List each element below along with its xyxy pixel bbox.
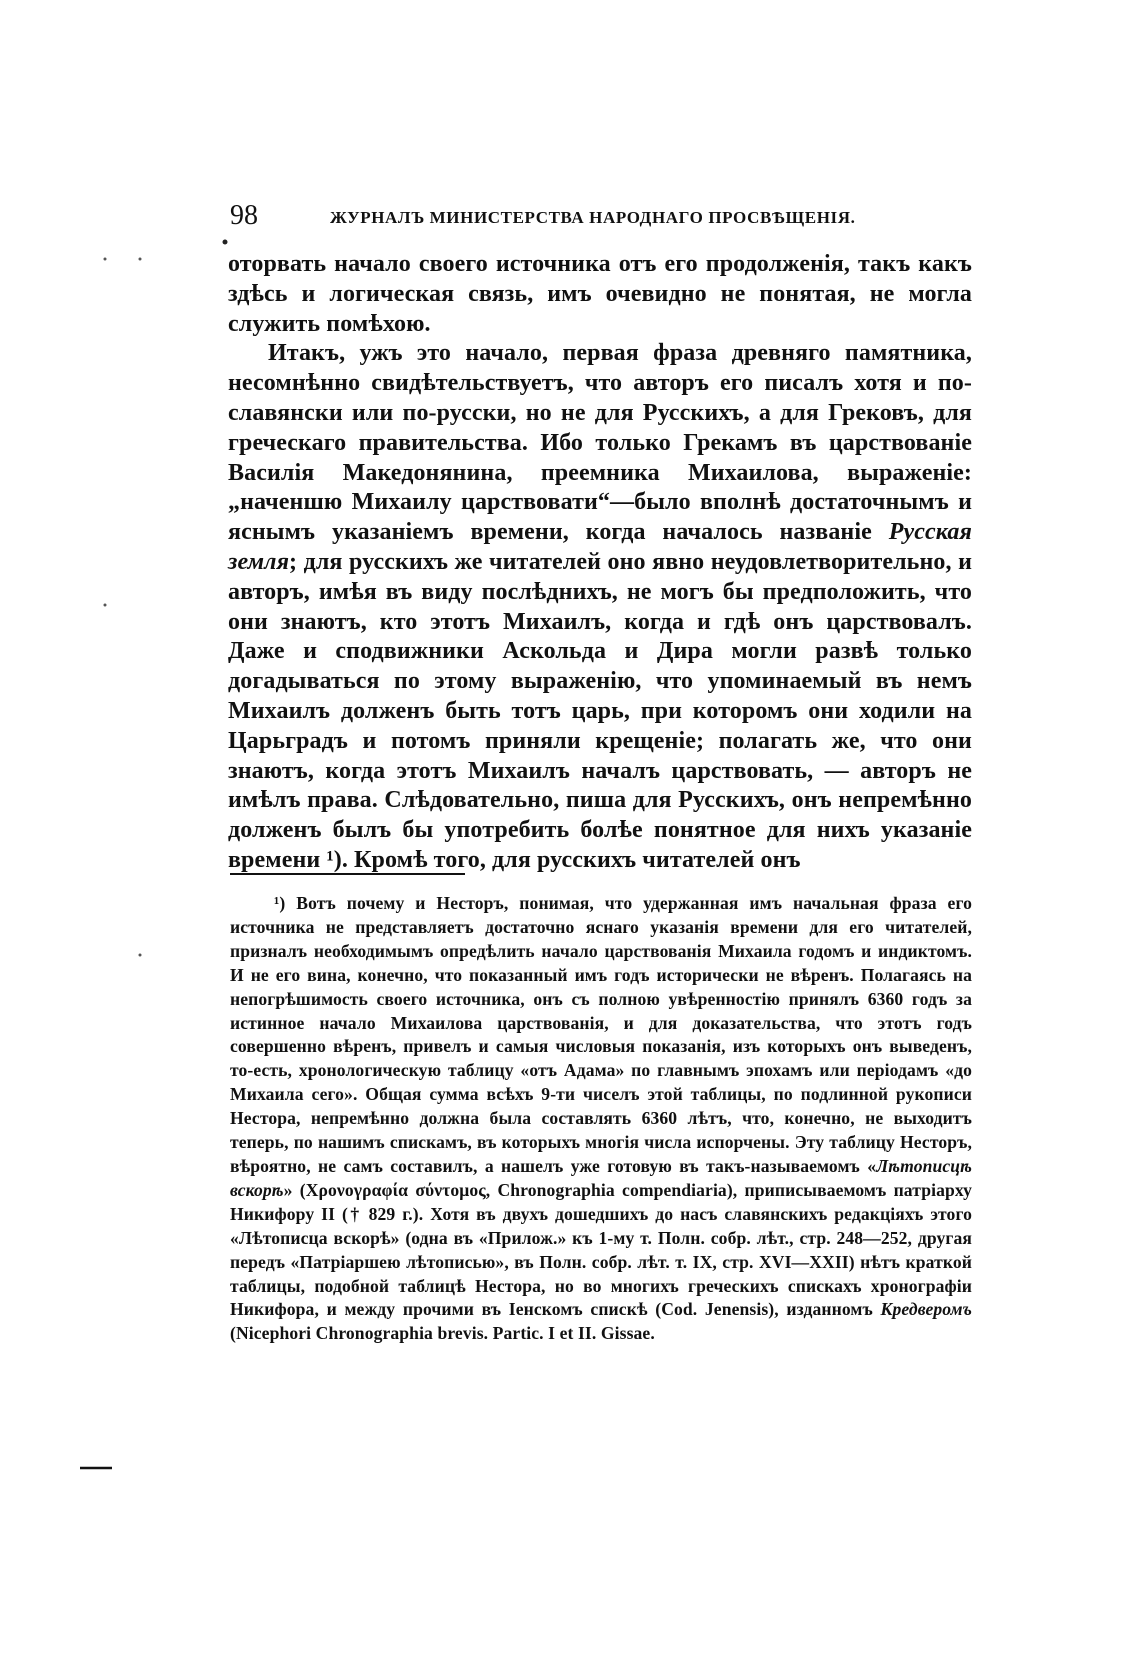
paragraph-2 [228,339,972,875]
scan-dot [104,258,107,261]
page-number: 98 [230,200,258,231]
paragraph-2-part-a: Итакъ, ужъ это начало, первая фраза древняго памятника, несомнѣнно свидѣтельствуетъ, что авторъ его писалъ хотя и по-славянски или по-русски, но не для Русскихъ, а для Грековъ, для греческаго правительства. Ибо только Грекамъ въ царствованіе Василія Македонянина, преемника Михаилова, выраженіе: „наченшю Михаилу царствовати“—было вполнѣ достаточнымъ и яснымъ указаніемъ времени, когда началось названіе [228,340,972,546]
running-title: ЖУРНАЛЪ МИНИСТЕРСТВА НАРОДНАГО ПРОСВѢЩЕНІЯ. [330,208,856,227]
scan-dot [139,258,142,261]
footnote-text-a: Вотъ почему и Несторъ, понимая, что удержанная имъ начальная фраза его источника не представляетъ достаточно яснаго указанія времени для его читателей, призналъ необходимымъ опредѣлить начало царствованія Михаила годомъ и индиктомъ. И не его вина, конечно, что показанный имъ годъ исторически не вѣренъ. Полагаясь на непогрѣшимость своего источника, онъ съ полною увѣренностію принялъ 6360 годъ за истинное начало Михаилова царствованія, и для доказательства, что этотъ годъ совершенно вѣренъ, привелъ и самыя числовыя показанія, изъ которыхъ онъ выведенъ, то-есть, хронологическую таблицу «отъ Адама» по главнымъ эпохамъ или періодамъ «до Михаила сего». Общая сумма всѣхъ 9-ти чиселъ этой таблицы, по подлинной рукописи Нестора, непремѣнно должна была составлять 6360 лѣтъ, что, конечно, не выходитъ теперь, по нашимъ спискамъ, въ которыхъ многія числа испорчены. Эту таблицу Несторъ, вѣроятно, не самъ составилъ, а нашелъ уже готовую въ такъ-называемомъ « [230,893,973,1176]
paragraph-1: оторвать начало своего источника отъ его продолженія, такъ какъ здѣсь и логическая связь, имъ очевидно не понятая, не могла служить помѣхою. [228,251,972,337]
scan-dot [139,954,142,957]
scan-dot [104,604,107,607]
footnote-paragraph [230,892,972,1346]
footnote-marker: ¹) [274,893,286,913]
footnote-text-c: (Nicephori Chronographia brevis. Partic. I et II. Gissae. [230,1323,655,1344]
footnote [230,892,972,1346]
footnote-separator [230,873,465,875]
paragraph-2-part-c: . Кромѣ того, для русскихъ читателей онъ [341,846,801,873]
footnote-text-b: » (Χρονογραφία σύντομος, Chronographia compendiaria), приписываемомъ патріарху Никифору II († 829 г.). Хотя въ двухъ дошедшихъ до насъ славянскихъ редакціяхъ этого «Лѣтописца вскорѣ» (одна въ «Прилож.» къ 1-му т. Полн. собр. лѣт., стр. 248—252, другая передъ «Патріаршею лѣтописью», въ Полн. собр. лѣт. т. IX, стр. XVI—XXII) нѣтъ краткой таблицы, подобной таблицѣ Нестора, но во многихъ греческихъ спискахъ хронографіи Никифора, и между прочими въ Іенскомъ спискѣ (Cod. Jenensis), изданномъ [230,1179,972,1320]
footnote-reference: ¹) [326,846,342,873]
scan-dot [223,240,228,245]
paragraph-2-part-b: ; для русскихъ же читателей оно явно неудовлетворительно, и авторъ, имѣя въ виду послѣднихъ, не могъ бы предположить, что они знаютъ, кто этотъ Михаилъ, когда и гдѣ онъ царствовалъ. Даже и сподвижники Аскольда и Дира могли развѣ только догадываться по этому выраженію, что упоминаемый въ немъ Михаилъ долженъ быть тотъ царь, при которомъ они ходили на Царьградъ и потомъ приняли крещеніе; полагать же, что они знаютъ, когда этотъ Михаилъ началъ царствовать, — авторъ не имѣлъ права. Слѣдовательно, пиша для Русскихъ, онъ непремѣнно долженъ былъ бы употребить болѣе понятное для нихъ указаніе времени [228,548,972,873]
footnote-emphasis-1: Лѣтописцѣ вскорѣ [230,1155,972,1200]
main-text [228,250,972,876]
footnote-emphasis-2: Кредверомъ [880,1299,973,1320]
emphasis-russkaya-zemlya: Русская земля [228,519,972,575]
